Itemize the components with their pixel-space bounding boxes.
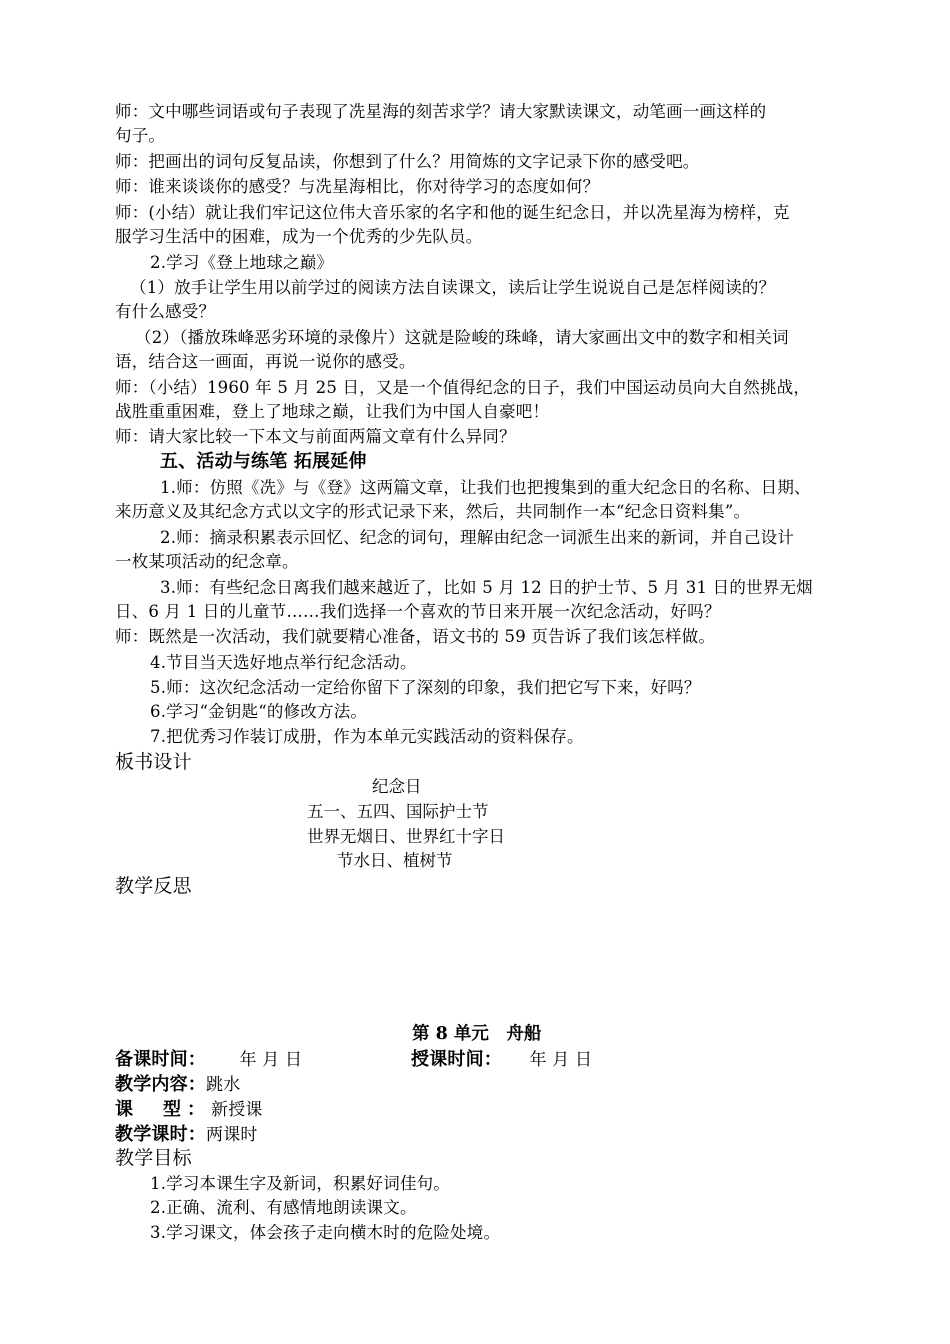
paragraph-line: 服学习生活中的困难，成为一个优秀的少先队员。	[115, 227, 483, 246]
teach-time-label: 授课时间：	[411, 1049, 502, 1070]
type-row	[115, 1098, 263, 1122]
prep-time-row	[115, 1048, 302, 1072]
board-line: 纪念日	[372, 777, 422, 796]
paragraph-line: （1）放手让学生用以前学过的阅读方法自读课文，读后让学生说说自己是怎样阅读的？	[130, 278, 776, 297]
section-heading: 五、活动与练笔 拓展延伸	[160, 451, 367, 472]
board-line: 节水日、植树节	[337, 851, 453, 870]
hours-label: 教学课时：	[115, 1124, 206, 1145]
paragraph-line: 来历意义及其纪念方式以文字的形式记录下来，然后，共同制作一本“纪念日资料集”。	[115, 502, 751, 521]
paragraph-line: 4.节目当天选好地点举行纪念活动。	[150, 653, 417, 672]
paragraph-line: 2.学习《登上地球之巅》	[150, 253, 334, 272]
paragraph-line: 师：请大家比较一下本文与前面两篇文章有什么异同？	[115, 427, 516, 446]
board-design-title: 板书设计	[115, 751, 192, 773]
hours-row	[115, 1123, 258, 1147]
paragraph-line: 师：既然是一次活动，我们就要精心准备，语文书的 59 页告诉了我们该怎样做。	[115, 627, 716, 646]
paragraph-line: 师：（小结）1960 年 5 月 25 日，又是一个值得纪念的日子，我们中国运动员向大自然挑战，	[115, 378, 811, 397]
paragraph-line: 7.把优秀习作装订成册，作为本单元实践活动的资料保存。	[150, 727, 584, 746]
prep-time-value: 年 月 日	[239, 1050, 303, 1070]
paragraph-line: 日、6 月 1 日的儿童节……我们选择一个喜欢的节日来开展一次纪念活动，好吗？	[115, 602, 721, 621]
goals-title: 教学目标	[115, 1147, 192, 1169]
content-row	[115, 1073, 240, 1097]
paragraph-line: 师：谁来谈谈你的感受？与冼星海相比，你对待学习的态度如何？	[115, 177, 600, 196]
unit-title: 第 8 单元 舟船	[412, 1024, 542, 1044]
teach-time-row	[411, 1048, 592, 1072]
goal-item: 3.学习课文，体会孩子走向横木时的危险处境。	[150, 1223, 501, 1242]
paragraph-line: 5.师：这次纪念活动一定给你留下了深刻的印象，我们把它写下来，好吗？	[150, 678, 701, 697]
paragraph-line: 语，结合这一画面，再说一说你的感受。	[115, 352, 416, 371]
reflection-title: 教学反思	[115, 875, 192, 897]
board-line: 世界无烟日、世界红十字日	[307, 827, 505, 846]
paragraph-line: 师：(小结）就让我们牢记这位伟大音乐家的名字和他的诞生纪念日，并以冼星海为榜样，克	[115, 203, 790, 222]
paragraph-line: 2.师：摘录积累表示回忆、纪念的词句，理解由纪念一词派生出来的新词，并自己设计	[160, 528, 795, 547]
prep-time-label: 备课时间：	[115, 1049, 206, 1070]
hours-value: 两课时	[206, 1125, 258, 1145]
goal-item: 2.正确、流利、有感情地朗读课文。	[150, 1198, 417, 1217]
type-label: 课 型：	[115, 1099, 211, 1120]
paragraph-line: 3.师：有些纪念日离我们越来越近了，比如 5 月 12 日的护士节、5 月 31 日的世界无烟	[160, 578, 813, 597]
content-value: 跳水	[206, 1075, 241, 1095]
paragraph-line: 1.师：仿照《冼》与《登》这两篇文章，让我们也把搜集到的重大纪念日的名称、日期、	[160, 478, 811, 497]
content-label: 教学内容：	[115, 1074, 206, 1095]
type-value: 新授课	[211, 1100, 263, 1120]
paragraph-line: 有什么感受？	[115, 302, 216, 321]
paragraph-line: 一枚某项活动的纪念章。	[115, 552, 299, 571]
paragraph-line: 句子。	[115, 126, 166, 145]
paragraph-line: 战胜重重困难，登上了地球之巅，让我们为中国人自豪吧！	[115, 402, 550, 421]
paragraph-line: （2）（播放珠峰恶劣环境的录像片）这就是险峻的珠峰，请大家画出文中的数字和相关词	[135, 328, 789, 347]
board-line: 五一、五四、国际护士节	[307, 802, 489, 821]
goal-item: 1.学习本课生字及新词，积累好词佳句。	[150, 1174, 451, 1193]
paragraph-line: 师：文中哪些词语或句子表现了冼星海的刻苦求学？请大家默读课文，动笔画一画这样的	[115, 102, 767, 121]
paragraph-line: 6.学习“金钥匙“的修改方法。	[150, 702, 368, 721]
paragraph-line: 师：把画出的词句反复品读，你想到了什么？用简炼的文字记录下你的感受吧。	[115, 152, 700, 171]
teach-time-value: 年 月 日	[529, 1050, 593, 1070]
